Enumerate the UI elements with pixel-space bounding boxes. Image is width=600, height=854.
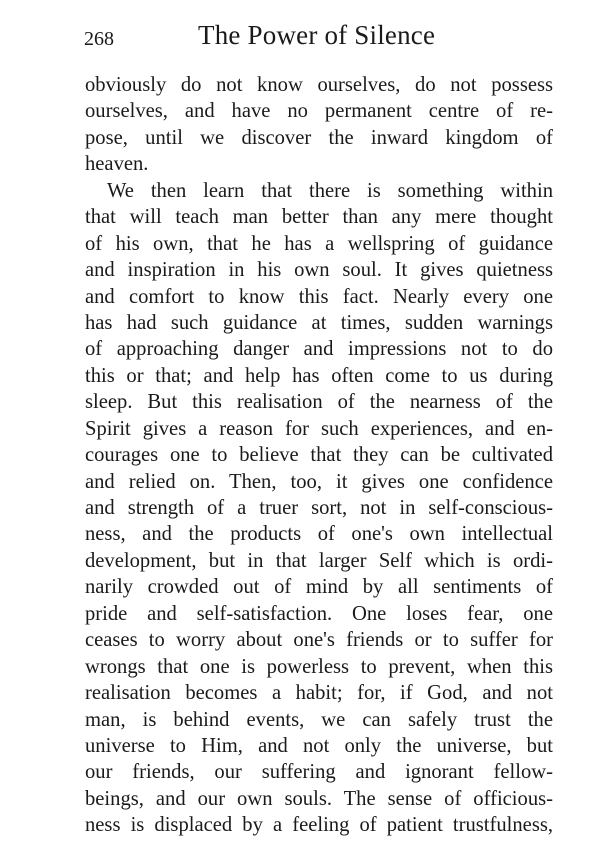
running-title: The Power of Silence bbox=[198, 20, 436, 50]
text-line: that will teach man better than any mere thought bbox=[85, 206, 553, 229]
text-line: and strength of a truer sort, not in self-conscious- bbox=[85, 497, 553, 519]
text-line: this or that; and help has often come to us during bbox=[85, 364, 553, 387]
text-line: of his own, that he has a wellspring of guidance bbox=[85, 232, 553, 255]
text-line: ourselves, and have no permanent centre of re- bbox=[85, 100, 553, 123]
text-line: Spirit gives a reason for such experiences, and en- bbox=[85, 417, 553, 440]
text-line: We then learn that there is something within bbox=[107, 179, 553, 202]
text-line: sleep. But this realisation of the nearness of the bbox=[85, 391, 553, 414]
text-line: man, is behind events, we can safely trust the bbox=[85, 708, 553, 731]
text-line: development, but in that larger Self which is ordi- bbox=[85, 549, 553, 572]
text-line: universe to Him, and not only the universe, but bbox=[85, 734, 553, 757]
text-line: wrongs that one is powerless to prevent, when this bbox=[85, 655, 553, 678]
text-line: our friends, our suffering and ignorant fellow- bbox=[85, 761, 553, 784]
text-line: heaven. bbox=[85, 153, 149, 176]
running-header bbox=[84, 20, 554, 54]
text-line: beings, and our own souls. The sense of officious- bbox=[85, 787, 553, 810]
text-line: ness, and the products of one's own intellectual bbox=[85, 523, 553, 546]
text-line: and relied on. Then, too, it gives one confidence bbox=[85, 470, 553, 493]
text-line: pose, until we discover the inward kingdom of bbox=[85, 126, 553, 149]
text-line: realisation becomes a habit; for, if God, and not bbox=[85, 682, 553, 705]
text-line: narily crowded out of mind by all sentiments of bbox=[85, 576, 553, 599]
text-line: obviously do not know ourselves, do not possess bbox=[85, 74, 553, 96]
text-line: pride and self-satisfaction. One loses fear, one bbox=[85, 602, 553, 625]
text-line: courages one to believe that they can be cultivated bbox=[85, 444, 553, 467]
text-line: ceases to worry about one's friends or to suffer for bbox=[85, 629, 553, 652]
text-line: ness is displaced by a feeling of patient trustfulness, bbox=[85, 814, 553, 837]
text-line: and inspiration in his own soul. It gives quietness bbox=[85, 259, 553, 282]
page-number: 268 bbox=[84, 28, 114, 50]
text-line: and comfort to know this fact. Nearly every one bbox=[85, 285, 553, 308]
text-line: has had such guidance at times, sudden warnings bbox=[85, 311, 553, 334]
page-body-text bbox=[85, 72, 553, 839]
text-line: of approaching danger and impressions not to do bbox=[85, 338, 553, 361]
